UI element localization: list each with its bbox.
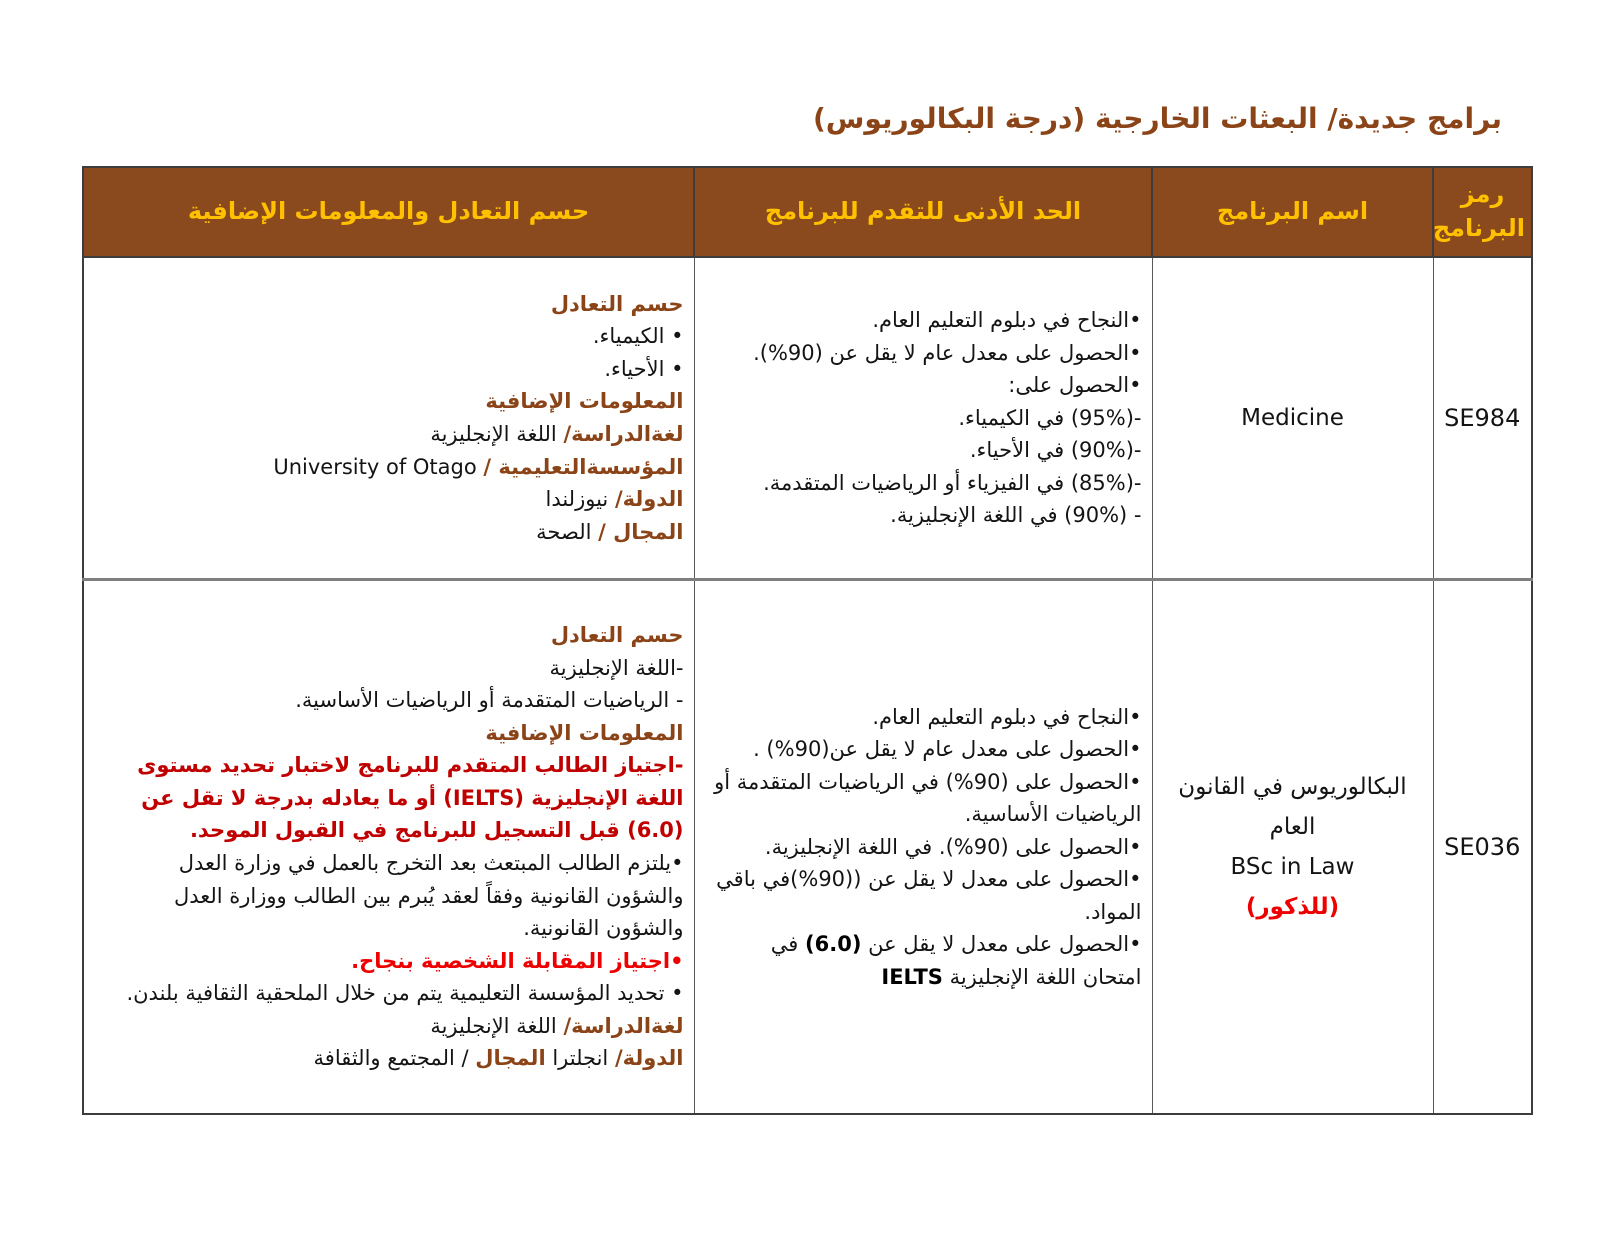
text-segment: المجال /: [598, 519, 684, 544]
text-line: [98, 749, 684, 847]
table-header-row: [83, 167, 1532, 257]
text-line: [711, 863, 1142, 928]
text-line: [98, 483, 684, 516]
cell-requirements: [694, 257, 1152, 580]
text-segment: -اللغة الإنجليزية: [549, 655, 684, 680]
text-segment: •اجتياز المقابلة الشخصية بنجاح.: [351, 948, 684, 973]
text-line: [98, 320, 684, 353]
text-segment: لغةالدراسة/: [563, 1013, 684, 1038]
text-line: [711, 766, 1142, 831]
text-line: [711, 733, 1142, 766]
text-segment: BSc in Law: [1230, 854, 1355, 880]
cell-info: [83, 580, 694, 1115]
text-segment: الصحة: [536, 519, 599, 544]
text-line: [98, 385, 684, 418]
text-line: [98, 977, 684, 1010]
text-segment: (للذكور): [1245, 894, 1340, 921]
text-segment: -(85%) في الفيزياء أو الرياضيات المتقدمة.: [763, 470, 1142, 495]
text-segment: المعلومات الإضافية: [485, 389, 684, 414]
cell-program-code: SE984: [1433, 257, 1532, 580]
text-line: [711, 434, 1142, 467]
text-line: [98, 1042, 684, 1075]
text-segment: •الحصول على معدل لا يقل عن: [861, 932, 1142, 957]
text-line: [711, 928, 1142, 993]
text-segment: نيوزلندا: [545, 487, 615, 512]
text-segment: في امتحان اللغة الإنجليزية: [770, 932, 1142, 989]
text-line: [1163, 887, 1423, 927]
text-segment: حسم التعادل: [550, 291, 684, 316]
text-segment: -(90%) في الأحياء.: [969, 438, 1142, 463]
text-segment: -اجتياز الطالب المتقدم للبرنامج لاختبار تحديد مستوى اللغة الإنجليزية (IELTS) أو ما يعادله بدرجة لا تقل عن (6.0) قبل التسجيل للبرنامج في القبول الموحد.: [137, 753, 684, 843]
text-segment: حسم التعادل: [550, 623, 684, 648]
header-cell-requirements: الحد الأدنى للتقدم للبرنامج: [694, 167, 1152, 257]
text-segment: - الرياضيات المتقدمة أو الرياضيات الأساسية.: [295, 688, 684, 713]
text-line: [98, 516, 684, 549]
text-line: [711, 831, 1142, 864]
cell-program-name: [1152, 580, 1433, 1115]
text-segment: المجال: [475, 1046, 546, 1071]
page-title: برامج جديدة/ البعثات الخارجية (درجة البكالوريوس): [813, 102, 1502, 135]
cell-program-code: SE036: [1433, 580, 1532, 1115]
text-segment: انجلترا: [545, 1046, 615, 1071]
text-line: [98, 619, 684, 652]
text-segment: •يلتزم الطالب المبتعث بعد التخرج بالعمل في وزارة العدل والشؤون القانونية وفقاً لعقد يُبرم بين الطالب ووزارة العدل والشؤون القانونية.: [173, 851, 684, 941]
header-cell-info: حسم التعادل والمعلومات الإضافية: [83, 167, 694, 257]
text-segment: • الأحياء.: [604, 356, 684, 381]
text-segment: •الحصول على معدل لا يقل عن ((90%)في باقي المواد.: [716, 867, 1142, 924]
text-line: [711, 369, 1142, 402]
header-cell-program-name: اسم البرنامج: [1152, 167, 1433, 257]
text-segment: (6.0): [805, 932, 862, 957]
cell-requirements: [694, 580, 1152, 1115]
text-segment: الدولة/: [614, 487, 684, 512]
text-segment: •النجاح في دبلوم التعليم العام.: [872, 308, 1142, 333]
text-line: [98, 451, 684, 484]
text-segment: - (90%) في اللغة الإنجليزية.: [890, 503, 1142, 528]
text-segment: • تحديد المؤسسة التعليمية يتم من خلال الملحقية الثقافية بلندن.: [126, 981, 684, 1006]
text-segment: •النجاح في دبلوم التعليم العام.: [872, 704, 1142, 729]
text-line: [98, 717, 684, 750]
programs-table: [82, 166, 1533, 1115]
text-segment: لغةالدراسة/: [563, 422, 684, 446]
text-segment: Medicine: [1241, 404, 1344, 431]
text-line: [1163, 398, 1423, 438]
text-line: [98, 1010, 684, 1043]
text-segment: المعلومات الإضافية: [485, 720, 684, 745]
text-segment: اللغة الإنجليزية: [430, 422, 564, 446]
text-segment: الدولة/: [614, 1046, 684, 1071]
header-cell-program-code: رمز البرنامج: [1433, 167, 1532, 257]
text-line: [98, 847, 684, 945]
text-line: [711, 499, 1142, 532]
text-line: [98, 684, 684, 717]
text-line: [711, 701, 1142, 734]
text-line: [711, 337, 1142, 370]
text-segment: / المجتمع والثقافة: [313, 1046, 476, 1071]
text-line: [98, 652, 684, 685]
text-segment: •الحصول على (90%) في الرياضيات المتقدمة أو الرياضيات الأساسية.: [714, 769, 1142, 827]
cell-program-name: [1152, 257, 1433, 580]
text-segment: • الكيمياء.: [592, 324, 684, 349]
table-row-medicine: [83, 257, 1532, 580]
text-line: [711, 402, 1142, 435]
text-line: [1163, 767, 1423, 848]
text-segment: •الحصول على معدل عام لا يقل عن (90%).: [753, 340, 1142, 365]
text-line: [98, 418, 684, 451]
text-segment: البكالوريوس في القانون العام: [1178, 773, 1407, 840]
text-line: [711, 304, 1142, 337]
text-line: [98, 353, 684, 386]
table-row-law: [83, 580, 1532, 1115]
text-segment: المؤسسةالتعليمية /: [483, 454, 684, 479]
text-segment: •الحصول على (90%). في اللغة الإنجليزية.: [764, 834, 1142, 859]
text-segment: University of Otago: [273, 454, 484, 479]
text-segment: IELTS: [881, 964, 943, 989]
text-line: [98, 945, 684, 978]
cell-info: [83, 257, 694, 580]
text-line: [711, 467, 1142, 500]
text-segment: -(95%) في الكيمياء.: [958, 405, 1142, 430]
text-segment: •الحصول على معدل عام لا يقل عن(90%) .: [753, 737, 1142, 762]
text-line: [98, 288, 684, 321]
text-segment: •الحصول على:: [1008, 373, 1142, 398]
text-line: [1163, 847, 1423, 887]
text-segment: اللغة الإنجليزية: [430, 1013, 564, 1038]
